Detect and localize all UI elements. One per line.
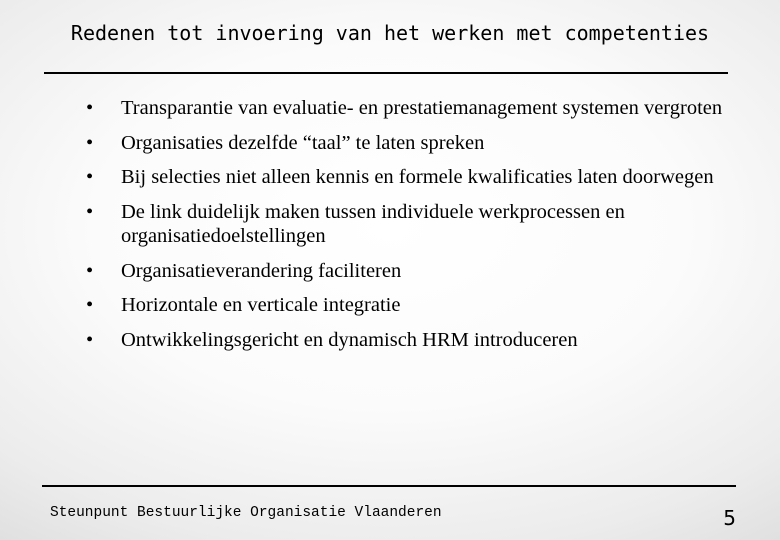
- page-number: 5: [723, 506, 736, 530]
- bullet-list: [80, 96, 740, 362]
- bullet-item: [80, 96, 740, 121]
- bullet-item: [80, 328, 740, 353]
- bullet-item: [80, 165, 740, 190]
- bullet-marker: •: [86, 294, 94, 316]
- bullet-text: Ontwikkelingsgericht en dynamisch HRM introduceren: [121, 328, 578, 351]
- bullet-marker: •: [86, 328, 94, 351]
- bullet-marker: •: [86, 131, 94, 154]
- footer-divider: [42, 485, 736, 487]
- bullet-item: [80, 200, 740, 249]
- bullet-marker: •: [86, 97, 94, 119]
- bullet-text: Horizontale en verticale integratie: [121, 294, 401, 316]
- bullet-item: [80, 259, 740, 284]
- bullet-item: [80, 131, 740, 156]
- title-underline-divider: [44, 72, 728, 74]
- bullet-marker: •: [86, 166, 94, 188]
- bullet-item: [80, 293, 740, 318]
- footer-organisation-name: Steunpunt Bestuurlijke Organisatie Vlaanderen: [50, 505, 442, 521]
- bullet-text: De link duidelijk maken tussen individuele werkprocessen en organisatiedoelstellingen: [121, 200, 625, 247]
- bullet-text: Organisatieverandering faciliteren: [121, 259, 402, 282]
- slide-title: Redenen tot invoering van het werken met competenties: [70, 21, 710, 45]
- bullet-text: Bij selecties niet alleen kennis en formele kwalificaties laten doorwegen: [121, 166, 714, 188]
- bullet-text: Transparantie van evaluatie- en prestatiemanagement systemen vergroten: [121, 97, 723, 119]
- bullet-marker: •: [86, 259, 94, 282]
- bullet-text: Organisaties dezelfde “taal” te laten spreken: [121, 131, 485, 154]
- bullet-marker: •: [86, 200, 94, 223]
